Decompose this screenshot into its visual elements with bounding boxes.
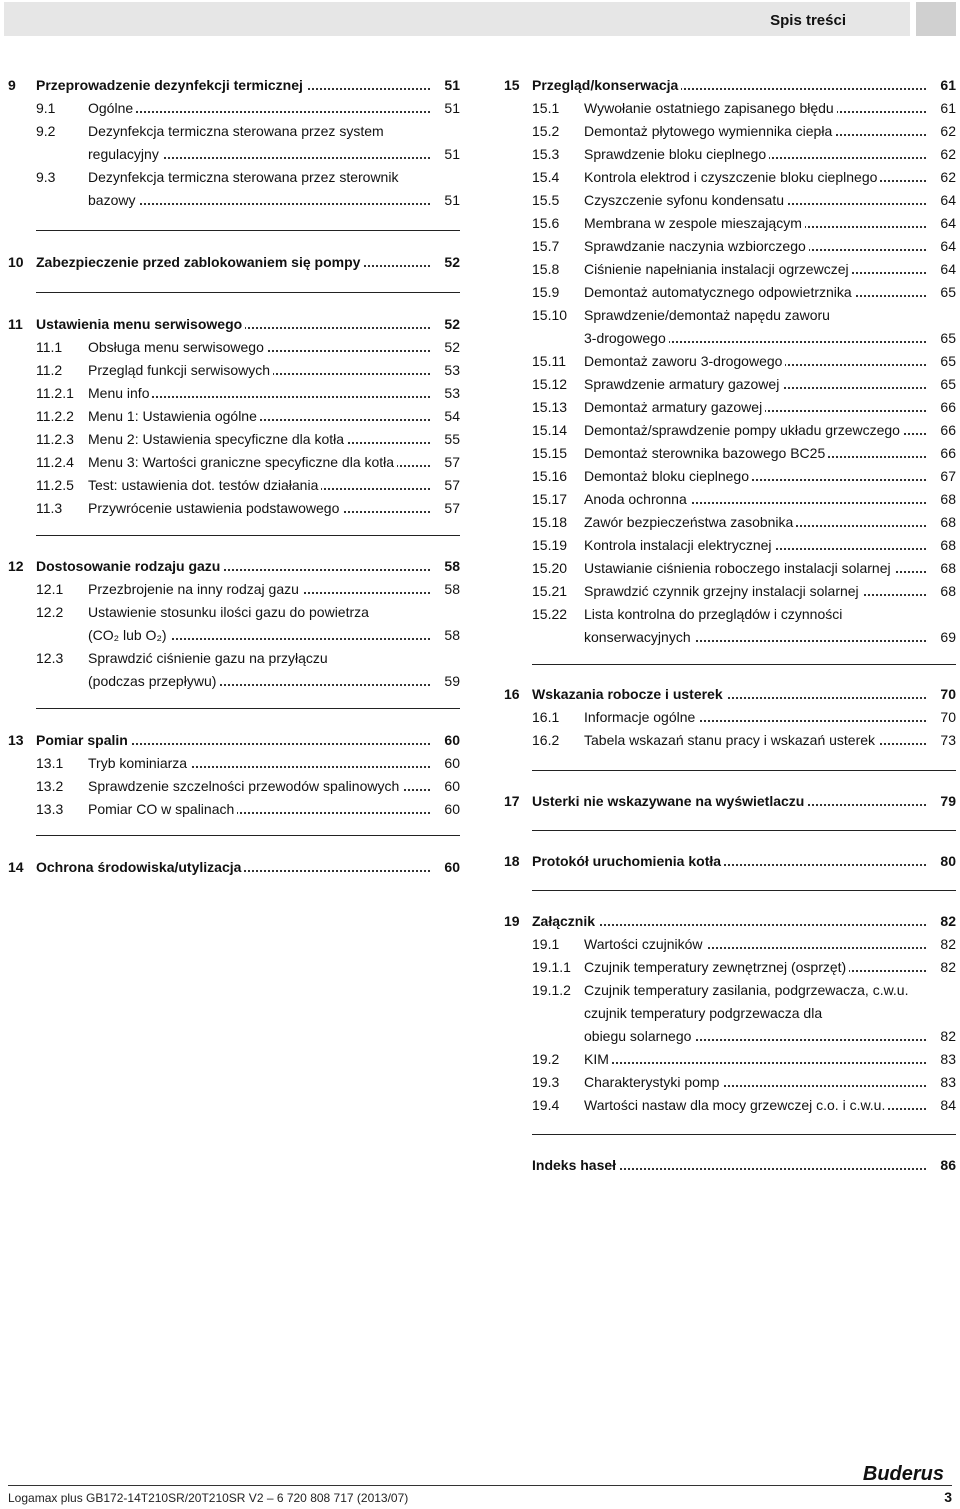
toc-entry-title: Demontaż sterownika bazowego BC25 xyxy=(584,445,828,461)
toc-entry-page: 51 xyxy=(444,77,460,93)
toc-entry-title: Usterki nie wskazywane na wyświetlaczu xyxy=(532,793,807,809)
toc-section-entry[interactable] xyxy=(8,383,460,403)
toc-entry-number: 15.3 xyxy=(532,146,560,162)
toc-entry-number: 19.3 xyxy=(532,1074,560,1090)
toc-entry-number: 15.2 xyxy=(532,123,560,139)
toc-section-entry[interactable] xyxy=(504,144,956,164)
toc-entry-title: Demontaż zaworu 3-drogowego xyxy=(584,353,785,369)
toc-entry-title: czujnik temperatury podgrzewacza dla xyxy=(584,1005,825,1021)
toc-entry-page: 68 xyxy=(940,491,956,507)
toc-section-entry[interactable] xyxy=(504,259,956,279)
toc-section-entry[interactable] xyxy=(504,121,956,141)
toc-entry-number: 16 xyxy=(504,686,520,702)
toc-entry-page: 59 xyxy=(444,673,460,689)
toc-entry-page: 83 xyxy=(940,1074,956,1090)
section-divider xyxy=(36,535,460,536)
toc-entry-title: Czujnik temperatury zasilania, podgrzewacza, c.w.u. xyxy=(584,982,911,998)
toc-section-entry[interactable] xyxy=(8,753,460,773)
toc-section-entry[interactable] xyxy=(504,374,956,394)
toc-entry-page: 66 xyxy=(940,399,956,415)
toc-entry-title: Wartości nastaw dla mocy grzewczej c.o. i c.w.u. xyxy=(584,1097,888,1113)
toc-entry-title: Dezynfekcja termiczna sterowana przez sterownik xyxy=(88,169,401,185)
toc-section-entry[interactable] xyxy=(8,498,460,518)
toc-entry-number: 15.7 xyxy=(532,238,560,254)
toc-chapter-entry[interactable] xyxy=(8,730,460,750)
toc-entry-number: 15.8 xyxy=(532,261,560,277)
toc-section-entry[interactable] xyxy=(504,1049,956,1069)
toc-entry-title: Przezbrojenie na inny rodzaj gazu xyxy=(88,581,302,597)
toc-section-entry[interactable] xyxy=(8,337,460,357)
toc-entry-title: Sprawdzenie bloku cieplnego xyxy=(584,146,769,162)
toc-section-entry[interactable] xyxy=(504,581,956,601)
toc-entry-title: Tabela wskazań stanu pracy i wskazań usterek xyxy=(584,732,878,748)
toc-entry-title: Sprawdzić czynnik grzejny instalacji solarnej xyxy=(584,583,862,599)
toc-entry-page: 79 xyxy=(940,793,956,809)
toc-entry-page: 57 xyxy=(444,477,460,493)
toc-section-entry[interactable] xyxy=(504,934,956,954)
toc-entry-number: 9.2 xyxy=(36,123,56,139)
toc-entry-title: konserwacyjnych xyxy=(584,629,694,645)
toc-section-entry[interactable] xyxy=(504,236,956,256)
toc-entry-title: Obsługa menu serwisowego xyxy=(88,339,267,355)
toc-entry-number: 13.1 xyxy=(36,755,64,771)
toc-entry-page: 82 xyxy=(940,936,956,952)
toc-entry-number: 15.1 xyxy=(532,100,560,116)
toc-entry-page: 53 xyxy=(444,362,460,378)
footer-document-id: Logamax plus GB172-14T210SR/20T210SR V2 – 6 720 808 717 (2013/07) xyxy=(8,1491,409,1505)
toc-entry-page: 60 xyxy=(444,859,460,875)
toc-entry-page: 60 xyxy=(444,732,460,748)
toc-entry-title: Demontaż bloku cieplnego xyxy=(584,468,752,484)
toc-entry-page: 70 xyxy=(940,709,956,725)
toc-entry-page: 62 xyxy=(940,169,956,185)
toc-entry-number: 16.1 xyxy=(532,709,560,725)
toc-entry-page: 52 xyxy=(444,254,460,270)
toc-chapter-entry[interactable] xyxy=(8,252,460,272)
toc-section-entry[interactable] xyxy=(504,420,956,440)
toc-section-entry[interactable] xyxy=(8,360,460,380)
toc-entry-title: Przywrócenie ustawienia podstawowego xyxy=(88,500,342,516)
toc-entry-title: Kontrola elektrod i czyszczenie bloku cieplnego xyxy=(584,169,880,185)
section-divider xyxy=(532,890,956,891)
toc-chapter-entry[interactable] xyxy=(504,911,956,931)
toc-entry-number: 19.1.2 xyxy=(532,982,571,998)
toc-entry-page: 64 xyxy=(940,215,956,231)
toc-section-entry[interactable] xyxy=(504,351,956,371)
toc-entry-title: regulacyjny xyxy=(88,146,162,162)
toc-entry-page: 65 xyxy=(940,330,956,346)
toc-section-entry[interactable] xyxy=(8,452,460,472)
toc-entry-title: Sprawdzenie szczelności przewodów spalinowych xyxy=(88,778,402,794)
toc-entry-number: 19.4 xyxy=(532,1097,560,1113)
section-divider xyxy=(532,664,956,665)
toc-entry-page: 65 xyxy=(940,376,956,392)
toc-section-entry[interactable] xyxy=(504,535,956,555)
toc-entry-number: 16.2 xyxy=(532,732,560,748)
toc-entry-number: 18 xyxy=(504,853,520,869)
toc-entry-title: Menu info xyxy=(88,385,152,401)
toc-chapter-entry[interactable] xyxy=(504,684,956,704)
toc-section-entry[interactable] xyxy=(8,144,460,164)
toc-section-entry[interactable] xyxy=(504,980,956,1000)
toc-entry-page: 58 xyxy=(444,558,460,574)
toc-entry-title: Załącznik xyxy=(532,913,598,929)
toc-section-entry[interactable] xyxy=(8,190,460,210)
toc-entry-title: Tryb kominiarza xyxy=(88,755,190,771)
toc-entry-page: 62 xyxy=(940,146,956,162)
toc-entry-title: (podczas przepływu) xyxy=(88,673,219,689)
toc-section-entry[interactable] xyxy=(504,305,956,325)
toc-section-entry[interactable] xyxy=(8,475,460,495)
toc-entry-page: 60 xyxy=(444,801,460,817)
toc-chapter-entry[interactable] xyxy=(504,851,956,871)
toc-entry-number: 15.22 xyxy=(532,606,568,622)
toc-entry-page: 67 xyxy=(940,468,956,484)
toc-entry-page: 55 xyxy=(444,431,460,447)
toc-entry-number: 15.16 xyxy=(532,468,568,484)
toc-section-entry[interactable] xyxy=(8,429,460,449)
toc-section-entry[interactable] xyxy=(504,98,956,118)
toc-entry-title: Zabezpieczenie przed zablokowaniem się pompy xyxy=(36,254,363,270)
toc-entry-title: Lista kontrolna do przeglądów i czynności xyxy=(584,606,845,622)
toc-entry-number: 13.3 xyxy=(36,801,64,817)
toc-entry-page: 52 xyxy=(444,339,460,355)
toc-entry-number: 15.11 xyxy=(532,353,566,369)
toc-section-entry[interactable] xyxy=(504,1003,956,1023)
toc-entry-number: 12 xyxy=(8,558,24,574)
toc-section-entry[interactable] xyxy=(504,558,956,578)
toc-entry-number: 15.4 xyxy=(532,169,560,185)
toc-section-entry[interactable] xyxy=(504,190,956,210)
toc-entry-page: 68 xyxy=(940,537,956,553)
toc-entry-page: 65 xyxy=(940,353,956,369)
toc-entry-title: Dezynfekcja termiczna sterowana przez system xyxy=(88,123,387,139)
toc-entry-number: 11.2.5 xyxy=(36,477,74,493)
toc-chapter-entry[interactable] xyxy=(8,314,460,334)
toc-entry-title: Protokół uruchomienia kotła xyxy=(532,853,724,869)
toc-entry-number: 15.13 xyxy=(532,399,568,415)
toc-section-entry[interactable] xyxy=(504,328,956,348)
toc-entry-number: 12.1 xyxy=(36,581,64,597)
toc-section-entry[interactable] xyxy=(8,121,460,141)
toc-entry-title: Test: ustawienia dot. testów działania xyxy=(88,477,321,493)
toc-section-entry[interactable] xyxy=(504,282,956,302)
toc-entry-page: 61 xyxy=(940,100,956,116)
toc-entry-number: 17 xyxy=(504,793,520,809)
toc-chapter-entry[interactable] xyxy=(504,1155,956,1175)
toc-entry-title: Charakterystyki pomp xyxy=(584,1074,722,1090)
toc-entry-title: Demontaż automatycznego odpowietrznika xyxy=(584,284,855,300)
toc-entry-page: 68 xyxy=(940,583,956,599)
toc-entry-number: 11.2 xyxy=(36,362,63,378)
toc-section-entry[interactable] xyxy=(504,627,956,647)
toc-section-entry[interactable] xyxy=(8,625,460,645)
section-divider xyxy=(36,835,460,836)
toc-entry-page: 53 xyxy=(444,385,460,401)
toc-entry-title: obiegu solarnego xyxy=(584,1028,694,1044)
toc-section-entry[interactable] xyxy=(504,443,956,463)
toc-entry-number: 13 xyxy=(8,732,24,748)
toc-entry-number: 19.2 xyxy=(532,1051,560,1067)
toc-entry-page: 61 xyxy=(940,77,956,93)
toc-entry-title: Przegląd/konserwacja xyxy=(532,77,681,93)
toc-entry-page: 58 xyxy=(444,627,460,643)
toc-entry-title: Demontaż armatury gazowej xyxy=(584,399,765,415)
toc-chapter-entry[interactable] xyxy=(504,791,956,811)
toc-entry-title: Ustawienie stosunku ilości gazu do powietrza xyxy=(88,604,372,620)
toc-entry-number: 15.20 xyxy=(532,560,568,576)
toc-entry-title: Ustawianie ciśnienia roboczego instalacji solarnej xyxy=(584,560,894,576)
toc-entry-title: KIM xyxy=(584,1051,612,1067)
toc-entry-title: Czyszczenie syfonu kondensatu xyxy=(584,192,787,208)
toc-section-entry[interactable] xyxy=(8,799,460,819)
toc-entry-title: Anoda ochronna xyxy=(584,491,690,507)
toc-entry-number: 15.9 xyxy=(532,284,560,300)
toc-section-entry[interactable] xyxy=(8,602,460,622)
brand-logo: Buderus xyxy=(862,1463,944,1485)
toc-entry-page: 51 xyxy=(444,100,460,116)
toc-entry-number: 15.14 xyxy=(532,422,568,438)
toc-entry-title: Wartości czujników xyxy=(584,936,706,952)
toc-section-entry[interactable] xyxy=(8,671,460,691)
toc-entry-number: 15.5 xyxy=(532,192,560,208)
toc-entry-title: Sprawdzić ciśnienie gazu na przyłączu xyxy=(88,650,331,666)
footer-divider xyxy=(8,1485,952,1486)
toc-chapter-entry[interactable] xyxy=(8,556,460,576)
toc-chapter-entry[interactable] xyxy=(8,75,460,95)
toc-entry-number: 9 xyxy=(8,77,16,93)
toc-entry-number: 15.21 xyxy=(532,583,568,599)
toc-entry-page: 54 xyxy=(444,408,460,424)
toc-entry-number: 11.2.4 xyxy=(36,454,74,470)
toc-entry-title: Informacje ogólne xyxy=(584,709,698,725)
toc-entry-title: bazowy xyxy=(88,192,138,208)
toc-entry-title: Przegląd funkcji serwisowych xyxy=(88,362,273,378)
toc-entry-title: Demontaż płytowego wymiennika ciepła xyxy=(584,123,835,139)
toc-entry-number: 15.6 xyxy=(532,215,560,231)
toc-entry-title: Ogólne xyxy=(88,100,136,116)
toc-entry-page: 82 xyxy=(940,913,956,929)
toc-entry-title: Membrana w zespole mieszającym xyxy=(584,215,805,231)
toc-entry-title: Ciśnienie napełniania instalacji ogrzewczej xyxy=(584,261,852,277)
toc-entry-title: Menu 3: Wartości graniczne specyficzne dla kotła xyxy=(88,454,397,470)
toc-section-entry[interactable] xyxy=(8,776,460,796)
toc-entry-page: 62 xyxy=(940,123,956,139)
toc-entry-title: Wywołanie ostatniego zapisanego błędu xyxy=(584,100,837,116)
toc-section-entry[interactable] xyxy=(504,730,956,750)
header-bar xyxy=(4,2,910,36)
section-divider xyxy=(36,230,460,231)
toc-entry-number: 15.10 xyxy=(532,307,568,323)
toc-entry-page: 80 xyxy=(940,853,956,869)
toc-entry-number: 14 xyxy=(8,859,24,875)
toc-entry-page: 66 xyxy=(940,422,956,438)
toc-section-entry[interactable] xyxy=(504,213,956,233)
section-divider xyxy=(532,1134,956,1135)
toc-entry-title: Pomiar CO w spalinach xyxy=(88,801,237,817)
toc-entry-page: 51 xyxy=(444,146,460,162)
section-divider xyxy=(36,708,460,709)
toc-entry-number: 15.12 xyxy=(532,376,568,392)
toc-entry-page: 86 xyxy=(940,1157,956,1173)
toc-entry-title: Ochrona środowiska/utylizacja xyxy=(36,859,244,875)
toc-section-entry[interactable] xyxy=(504,489,956,509)
toc-entry-title: Dostosowanie rodzaju gazu xyxy=(36,558,223,574)
toc-section-entry[interactable] xyxy=(504,167,956,187)
toc-section-entry[interactable] xyxy=(504,957,956,977)
toc-entry-page: 68 xyxy=(940,560,956,576)
toc-entry-title: Kontrola instalacji elektrycznej xyxy=(584,537,775,553)
toc-entry-page: 64 xyxy=(940,192,956,208)
toc-entry-page: 84 xyxy=(940,1097,956,1113)
toc-entry-title: Menu 1: Ustawienia ogólne xyxy=(88,408,260,424)
toc-entry-number: 9.3 xyxy=(36,169,56,185)
section-divider xyxy=(532,770,956,771)
toc-section-entry[interactable] xyxy=(504,466,956,486)
toc-entry-title: Wskazania robocze i usterek xyxy=(532,686,726,702)
header-tab-marker xyxy=(916,2,956,36)
toc-entry-page: 73 xyxy=(940,732,956,748)
toc-entry-page: 60 xyxy=(444,755,460,771)
toc-entry-page: 83 xyxy=(940,1051,956,1067)
toc-entry-number: 11.1 xyxy=(36,339,63,355)
toc-entry-title: Menu 2: Ustawienia specyficzne dla kotła xyxy=(88,431,347,447)
toc-entry-title: Przeprowadzenie dezynfekcji termicznej xyxy=(36,77,306,93)
toc-entry-page: 58 xyxy=(444,581,460,597)
toc-entry-page: 52 xyxy=(444,316,460,332)
toc-entry-page: 69 xyxy=(940,629,956,645)
section-divider xyxy=(36,292,460,293)
toc-section-entry[interactable] xyxy=(8,98,460,118)
page-header-title: Spis treści xyxy=(770,12,846,29)
toc-entry-number: 19.1.1 xyxy=(532,959,571,975)
toc-entry-number: 11.2.1 xyxy=(36,385,74,401)
toc-entry-title: Ustawienia menu serwisowego xyxy=(36,316,245,332)
toc-entry-page: 65 xyxy=(940,284,956,300)
toc-entry-number: 9.1 xyxy=(36,100,56,116)
toc-entry-number: 11.2.2 xyxy=(36,408,74,424)
toc-entry-page: 57 xyxy=(444,454,460,470)
toc-entry-number: 11.3 xyxy=(36,500,63,516)
toc-entry-title: Indeks haseł xyxy=(532,1157,619,1173)
page-number: 3 xyxy=(944,1489,952,1505)
toc-entry-number: 15.18 xyxy=(532,514,568,530)
toc-entry-page: 70 xyxy=(940,686,956,702)
toc-section-entry[interactable] xyxy=(8,167,460,187)
toc-entry-page: 82 xyxy=(940,959,956,975)
toc-entry-number: 12.2 xyxy=(36,604,64,620)
toc-chapter-entry[interactable] xyxy=(8,857,460,877)
toc-section-entry[interactable] xyxy=(8,648,460,668)
toc-entry-number: 19 xyxy=(504,913,520,929)
toc-entry-title: 3-drogowego xyxy=(584,330,669,346)
toc-entry-title: Demontaż/sprawdzenie pompy układu grzewczego xyxy=(584,422,903,438)
toc-entry-number: 15.17 xyxy=(532,491,568,507)
toc-entry-title: Sprawdzenie armatury gazowej xyxy=(584,376,782,392)
toc-entry-title: Pomiar spalin xyxy=(36,732,131,748)
toc-section-entry[interactable] xyxy=(504,707,956,727)
toc-entry-page: 60 xyxy=(444,778,460,794)
toc-entry-page: 64 xyxy=(940,261,956,277)
toc-entry-page: 82 xyxy=(940,1028,956,1044)
toc-section-entry[interactable] xyxy=(504,397,956,417)
toc-entry-number: 15 xyxy=(504,77,520,93)
toc-entry-title: Sprawdzenie/demontaż napędu zaworu xyxy=(584,307,833,323)
toc-section-entry[interactable] xyxy=(8,579,460,599)
toc-entry-page: 66 xyxy=(940,445,956,461)
toc-entry-title: (CO₂ lub O₂) xyxy=(88,627,170,643)
toc-entry-title: Sprawdzanie naczynia wzbiorczego xyxy=(584,238,809,254)
toc-entry-number: 10 xyxy=(8,254,24,270)
toc-entry-number: 15.15 xyxy=(532,445,568,461)
toc-section-entry[interactable] xyxy=(504,604,956,624)
toc-entry-page: 68 xyxy=(940,514,956,530)
toc-entry-page: 51 xyxy=(444,192,460,208)
toc-entry-number: 11 xyxy=(8,316,23,332)
toc-entry-number: 13.2 xyxy=(36,778,64,794)
toc-entry-number: 11.2.3 xyxy=(36,431,74,447)
toc-section-entry[interactable] xyxy=(504,1026,956,1046)
toc-section-entry[interactable] xyxy=(504,512,956,532)
toc-entry-page: 64 xyxy=(940,238,956,254)
toc-entry-page: 57 xyxy=(444,500,460,516)
toc-entry-number: 12.3 xyxy=(36,650,64,666)
toc-entry-title: Czujnik temperatury zewnętrznej (osprzęt) xyxy=(584,959,849,975)
toc-chapter-entry[interactable] xyxy=(504,75,956,95)
toc-entry-number: 19.1 xyxy=(532,936,560,952)
toc-entry-number: 15.19 xyxy=(532,537,568,553)
toc-section-entry[interactable] xyxy=(504,1095,956,1115)
toc-section-entry[interactable] xyxy=(8,406,460,426)
section-divider xyxy=(532,830,956,831)
toc-entry-title: Zawór bezpieczeństwa zasobnika xyxy=(584,514,796,530)
toc-section-entry[interactable] xyxy=(504,1072,956,1092)
